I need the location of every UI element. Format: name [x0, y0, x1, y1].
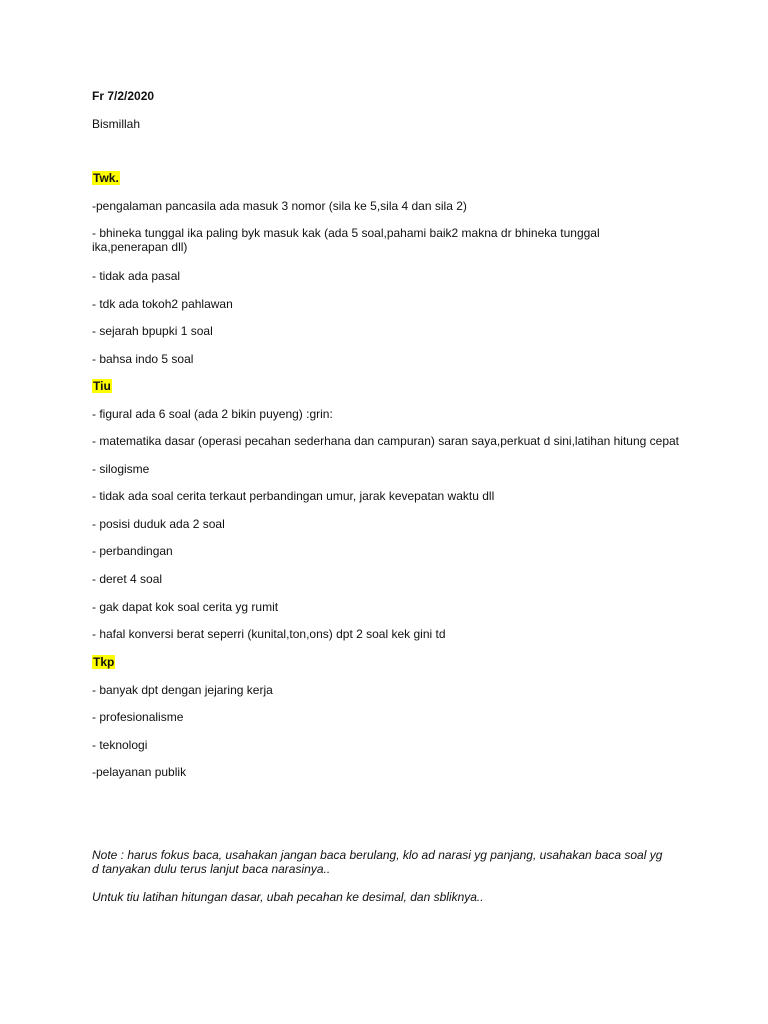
list-item: - matematika dasar (operasi pecahan sederhana dan campuran) saran saya,perkuat d sini,latihan hitung cepat	[92, 434, 680, 448]
list-item: - figural ada 6 soal (ada 2 bikin puyeng) :grin:	[92, 407, 333, 421]
section-heading-tiu	[92, 379, 672, 393]
list-item: - posisi duduk ada 2 soal	[92, 517, 225, 531]
section-heading-twk	[92, 171, 672, 185]
list-item: - perbandingan	[92, 544, 173, 558]
list-item: - silogisme	[92, 462, 150, 476]
list-item: - deret 4 soal	[92, 572, 163, 586]
note-paragraph: Note : harus fokus baca, usahakan jangan baca berulang, klo ad narasi yg panjang, usahakan baca soal yg d tanyakan dulu terus lanjut baca narasinya..	[92, 848, 663, 876]
list-item: - profesionalisme	[92, 710, 184, 724]
list-item: - tdk ada tokoh2 pahlawan	[92, 297, 233, 311]
section-heading-tkp	[92, 655, 672, 669]
list-item: - tidak ada pasal	[92, 269, 181, 283]
list-item: - teknologi	[92, 738, 148, 752]
tkp-heading-text: Tkp	[93, 655, 115, 669]
list-item: - gak dapat kok soal cerita yg rumit	[92, 600, 279, 614]
opening-text: Bismillah	[92, 117, 141, 131]
list-item: -pelayanan publik	[92, 765, 187, 779]
list-item: - bhineka tunggal ika paling byk masuk kak (ada 5 soal,pahami baik2 makna dr bhineka tunggal ika,penerapan dll)	[92, 226, 600, 254]
list-item: - banyak dpt dengan jejaring kerja	[92, 683, 273, 697]
note-paragraph: Untuk tiu latihan hitungan dasar, ubah pecahan ke desimal, dan sbliknya..	[92, 890, 484, 904]
twk-heading-text: Twk.	[93, 171, 119, 185]
list-item: - bahsa indo 5 soal	[92, 352, 194, 366]
list-item: - sejarah bpupki 1 soal	[92, 324, 213, 338]
document-date: Fr 7/2/2020	[92, 89, 155, 103]
tiu-heading-text: Tiu	[93, 379, 111, 393]
list-item: - tidak ada soal cerita terkaut perbandingan umur, jarak kevepatan waktu dll	[92, 489, 495, 503]
list-item: -pengalaman pancasila ada masuk 3 nomor (sila ke 5,sila 4 dan sila 2)	[92, 199, 467, 213]
list-item: - hafal konversi berat seperri (kunital,ton,ons) dpt 2 soal kek gini td	[92, 627, 446, 641]
